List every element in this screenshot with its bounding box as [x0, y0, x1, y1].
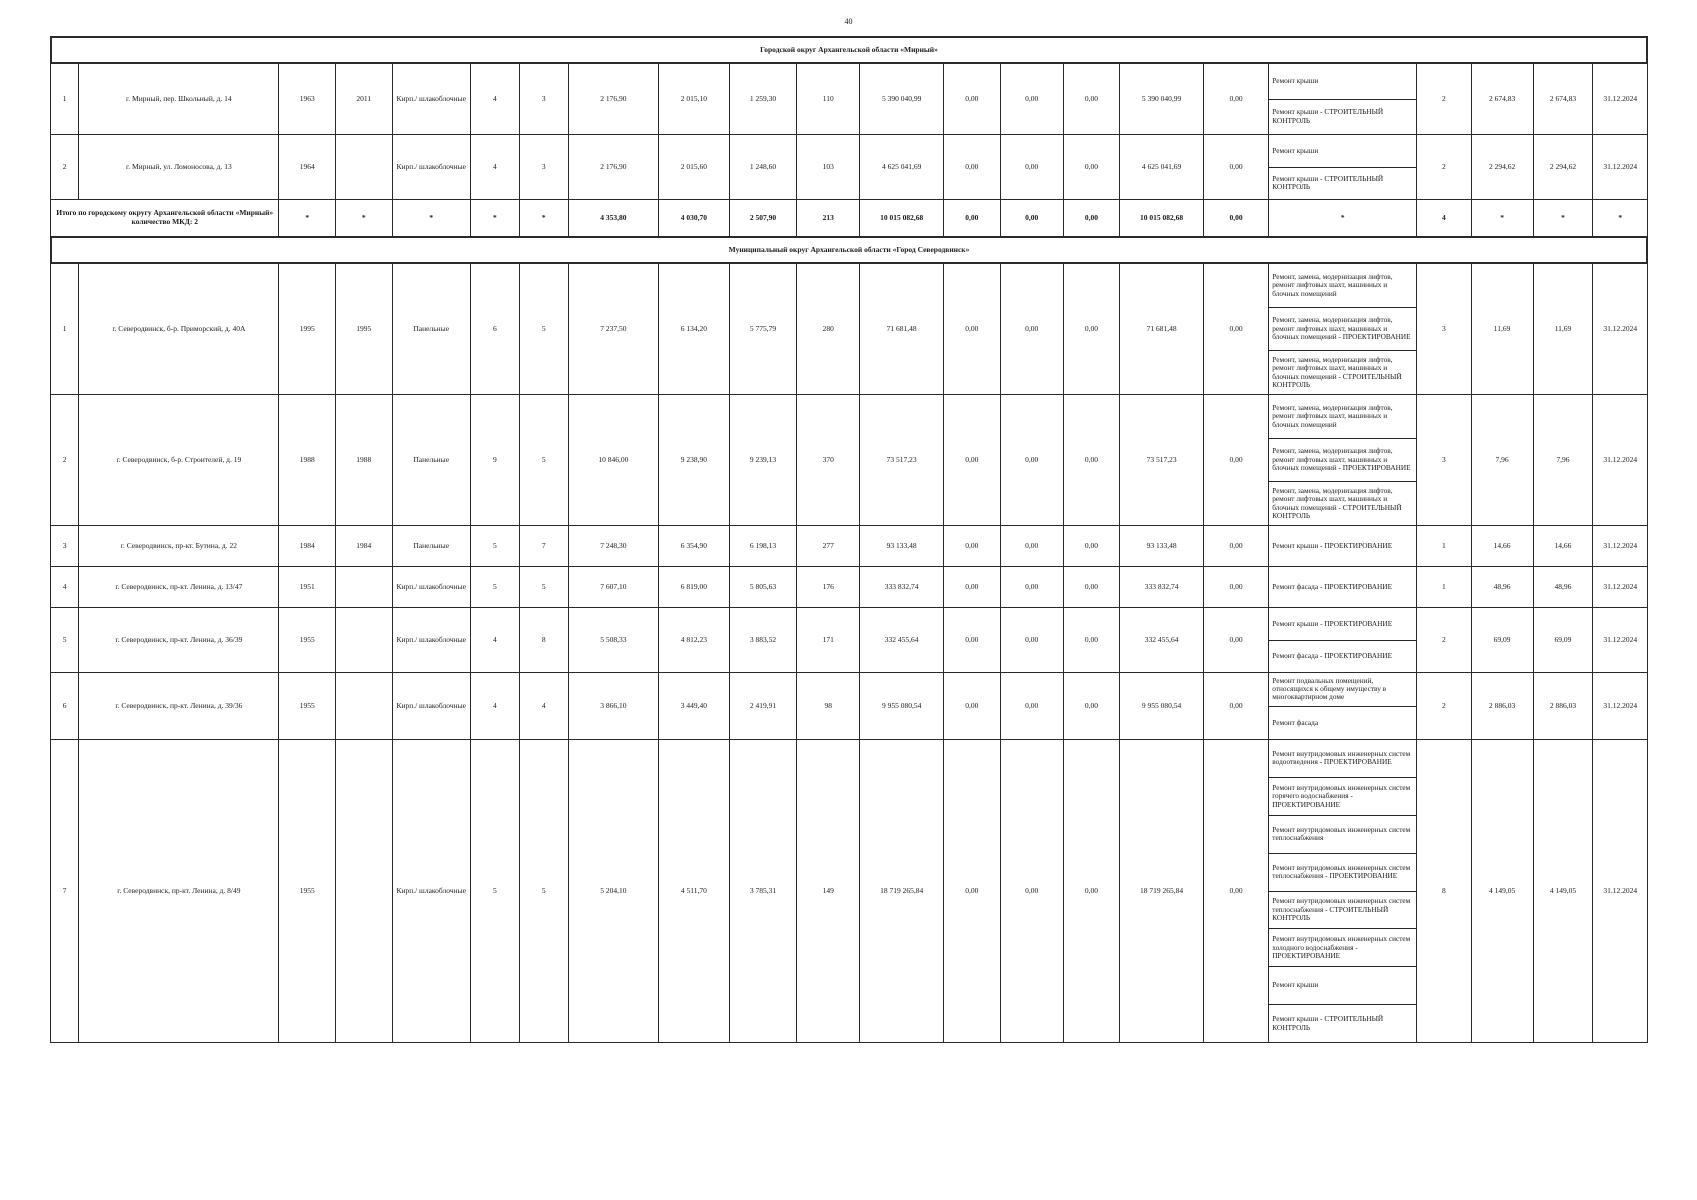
cell-n: 4 — [51, 567, 79, 608]
cell-deadline: 31.12.2024 — [1593, 264, 1648, 395]
cell-floors: 4 — [470, 135, 519, 200]
cell-cost-total: 71 681,48 — [860, 264, 944, 395]
work-item: Ремонт внутридомовых инженерных систем холодного водоснабжения - ПРОЕКТИРОВАНИЕ — [1269, 928, 1416, 966]
works-list — [1269, 64, 1416, 134]
cell-unit-cost-max: 69,09 — [1533, 608, 1593, 673]
cell-year-overhaul: 1995 — [336, 264, 393, 395]
cell-cost-owners: 18 719 265,84 — [1120, 740, 1204, 1043]
work-item: Ремонт крыши — [1272, 76, 1319, 86]
cell-cost-other: 0,00 — [1203, 608, 1268, 673]
cell-floors: 4 — [470, 673, 519, 740]
cell-wall-material: Кирп./ шлакоблочные — [392, 673, 470, 740]
total-year-overhaul: * — [336, 200, 393, 237]
work-item: Ремонт внутридомовых инженерных систем теплоснабжения — [1269, 815, 1416, 853]
table-row — [51, 567, 1648, 608]
cell-wall-material: Панельные — [392, 395, 470, 526]
work-item: Ремонт, замена, модернизация лифтов, ремонт лифтовых шахт, машинных и блочных помещений - СТРОИТЕЛЬНЫЙ КОНТРОЛЬ — [1269, 350, 1416, 394]
cell-floors: 9 — [470, 395, 519, 526]
work-item: Ремонт, замена, модернизация лифтов, ремонт лифтовых шахт, машинных и блочных помещений - ПРОЕКТИРОВАНИЕ — [1269, 438, 1416, 482]
cell-area-residential: 1 259,30 — [729, 64, 796, 135]
cell-n: 2 — [51, 135, 79, 200]
cell-cost-local: 0,00 — [1063, 64, 1120, 135]
page-number: 40 — [844, 17, 853, 26]
cell-cost-fund: 0,00 — [944, 395, 1001, 526]
cell-unit-cost-max: 2 674,83 — [1533, 64, 1593, 135]
cell-total-area: 3 866,10 — [568, 673, 658, 740]
total-residents: 213 — [797, 200, 860, 237]
total-cost-total: 10 015 082,68 — [860, 200, 944, 237]
cell-works — [1269, 567, 1417, 608]
total-wall-material: * — [392, 200, 470, 237]
cell-cost-other: 0,00 — [1203, 264, 1268, 395]
works-list — [1269, 567, 1416, 607]
cell-entrances: 3 — [519, 135, 568, 200]
cell-residents: 280 — [797, 264, 860, 395]
works-list — [1269, 135, 1416, 199]
cell-floors: 5 — [470, 526, 519, 567]
cell-cost-region: 0,00 — [1000, 135, 1063, 200]
cell-address: г. Северодвинск, пр-кт. Бутина, д. 22 — [79, 526, 279, 567]
cell-unit-cost: 2 886,03 — [1471, 673, 1533, 740]
works-list — [1269, 740, 1416, 1042]
cell-cost-total: 73 517,23 — [860, 395, 944, 526]
cell-deadline: 31.12.2024 — [1593, 740, 1648, 1043]
cell-address: г. Северодвинск, б-р. Строителей, д. 19 — [79, 395, 279, 526]
total-works: * — [1269, 200, 1417, 237]
section-title: Городской округ Архангельской области «Мирный» — [51, 37, 1648, 64]
table-row — [51, 135, 1648, 200]
total-cost-fund: 0,00 — [944, 200, 1001, 237]
cell-year-overhaul — [336, 135, 393, 200]
total-cost-owners: 10 015 082,68 — [1120, 200, 1204, 237]
cell-wall-material: Кирп./ шлакоблочные — [392, 64, 470, 135]
cell-deadline: 31.12.2024 — [1593, 567, 1648, 608]
cell-cost-local: 0,00 — [1063, 567, 1120, 608]
cell-year-overhaul: 1984 — [336, 526, 393, 567]
cell-unit-cost-max: 2 886,03 — [1533, 673, 1593, 740]
cell-unit-cost: 2 674,83 — [1471, 64, 1533, 135]
cell-cost-fund: 0,00 — [944, 264, 1001, 395]
cell-floors: 6 — [470, 264, 519, 395]
cell-floors: 5 — [470, 740, 519, 1043]
cell-residents: 110 — [797, 64, 860, 135]
cell-works — [1269, 608, 1417, 673]
cell-cost-total: 333 832,74 — [860, 567, 944, 608]
cell-works — [1269, 526, 1417, 567]
cell-cost-other: 0,00 — [1203, 135, 1268, 200]
cell-cost-region: 0,00 — [1000, 567, 1063, 608]
cell-total-area: 7 248,30 — [568, 526, 658, 567]
cell-residents: 149 — [797, 740, 860, 1043]
cell-cost-local: 0,00 — [1063, 740, 1120, 1043]
section-header-row — [51, 237, 1648, 264]
cell-cost-local: 0,00 — [1063, 673, 1120, 740]
cell-year-overhaul: 2011 — [336, 64, 393, 135]
total-label: Итого по городскому округу Архангельской области «Мирный» количество МКД: 2 — [51, 200, 279, 237]
cell-works — [1269, 135, 1417, 200]
total-unit-cost-max: * — [1533, 200, 1593, 237]
cell-year-built: 1964 — [279, 135, 336, 200]
cell-cost-fund: 0,00 — [944, 567, 1001, 608]
cell-address: г. Северодвинск, пр-кт. Ленина, д. 8/49 — [79, 740, 279, 1043]
cell-cost-fund: 0,00 — [944, 673, 1001, 740]
cell-address: г. Мирный, пер. Школьный, д. 14 — [79, 64, 279, 135]
cell-year-built: 1955 — [279, 673, 336, 740]
work-item: Ремонт крыши - СТРОИТЕЛЬНЫЙ КОНТРОЛЬ — [1269, 99, 1416, 135]
cell-works — [1269, 395, 1417, 526]
cell-unit-cost-max: 4 149,05 — [1533, 740, 1593, 1043]
cell-address: г. Мирный, ул. Ломоносова, д. 13 — [79, 135, 279, 200]
cell-cost-total: 5 390 040,99 — [860, 64, 944, 135]
total-cost-local: 0,00 — [1063, 200, 1120, 237]
work-item: Ремонт крыши - СТРОИТЕЛЬНЫЙ КОНТРОЛЬ — [1269, 1004, 1416, 1042]
works-list — [1269, 264, 1416, 394]
cell-residents: 171 — [797, 608, 860, 673]
cell-entrances: 5 — [519, 264, 568, 395]
cell-total-area: 7 237,50 — [568, 264, 658, 395]
work-item: Ремонт крыши - ПРОЕКТИРОВАНИЕ — [1272, 540, 1393, 550]
cell-area-premises: 2 015,10 — [659, 64, 730, 135]
total-cost-other: 0,00 — [1203, 200, 1268, 237]
work-item: Ремонт крыши — [1269, 966, 1416, 1004]
cell-cost-local: 0,00 — [1063, 608, 1120, 673]
cell-area-premises: 6 354,90 — [659, 526, 730, 567]
cell-cost-local: 0,00 — [1063, 526, 1120, 567]
section-header-row — [51, 37, 1648, 64]
cell-deadline: 31.12.2024 — [1593, 608, 1648, 673]
total-unit-cost: * — [1471, 200, 1533, 237]
cell-address: г. Северодвинск, б-р. Приморский, д. 40А — [79, 264, 279, 395]
cell-unit-cost: 48,96 — [1471, 567, 1533, 608]
cell-wall-material: Кирп./ шлакоблочные — [392, 567, 470, 608]
cell-floors: 4 — [470, 608, 519, 673]
cell-works-count: 1 — [1417, 567, 1471, 608]
cell-deadline: 31.12.2024 — [1593, 673, 1648, 740]
total-floors: * — [470, 200, 519, 237]
overhaul-program-table — [50, 36, 1648, 1043]
cell-cost-other: 0,00 — [1203, 740, 1268, 1043]
table-row — [51, 264, 1648, 395]
cell-cost-fund: 0,00 — [944, 526, 1001, 567]
cell-cost-other: 0,00 — [1203, 395, 1268, 526]
cell-year-overhaul: 1988 — [336, 395, 393, 526]
cell-works — [1269, 740, 1417, 1043]
cell-cost-owners: 4 625 041,69 — [1120, 135, 1204, 200]
work-item: Ремонт фасада - ПРОЕКТИРОВАНИЕ — [1272, 581, 1393, 591]
total-area-premises: 4 030,70 — [659, 200, 730, 237]
cell-floors: 5 — [470, 567, 519, 608]
cell-cost-total: 9 955 080,54 — [860, 673, 944, 740]
cell-total-area: 2 176,90 — [568, 64, 658, 135]
work-item: Ремонт, замена, модернизация лифтов, ремонт лифтовых шахт, машинных и блочных помещений — [1272, 271, 1393, 298]
cell-year-overhaul — [336, 740, 393, 1043]
cell-cost-region: 0,00 — [1000, 673, 1063, 740]
cell-n: 5 — [51, 608, 79, 673]
cell-unit-cost: 7,96 — [1471, 395, 1533, 526]
cell-year-overhaul — [336, 567, 393, 608]
cell-area-residential: 6 198,13 — [729, 526, 796, 567]
cell-area-premises: 9 238,90 — [659, 395, 730, 526]
cell-total-area: 2 176,90 — [568, 135, 658, 200]
cell-unit-cost-max: 14,66 — [1533, 526, 1593, 567]
cell-year-built: 1995 — [279, 264, 336, 395]
cell-year-built: 1955 — [279, 608, 336, 673]
cell-unit-cost-max: 11,69 — [1533, 264, 1593, 395]
cell-residents: 98 — [797, 673, 860, 740]
cell-deadline: 31.12.2024 — [1593, 395, 1648, 526]
total-works-count: 4 — [1417, 200, 1471, 237]
cell-entrances: 7 — [519, 526, 568, 567]
total-year-built: * — [279, 200, 336, 237]
table-row — [51, 526, 1648, 567]
cell-cost-owners: 93 133,48 — [1120, 526, 1204, 567]
cell-wall-material: Панельные — [392, 264, 470, 395]
work-item: Ремонт, замена, модернизация лифтов, ремонт лифтовых шахт, машинных и блочных помещений - ПРОЕКТИРОВАНИЕ — [1269, 307, 1416, 351]
work-item: Ремонт крыши - СТРОИТЕЛЬНЫЙ КОНТРОЛЬ — [1269, 167, 1416, 200]
cell-cost-fund: 0,00 — [944, 608, 1001, 673]
cell-works-count: 3 — [1417, 264, 1471, 395]
cell-n: 6 — [51, 673, 79, 740]
cell-area-residential: 9 239,13 — [729, 395, 796, 526]
cell-year-overhaul — [336, 673, 393, 740]
cell-cost-region: 0,00 — [1000, 264, 1063, 395]
cell-unit-cost-max: 48,96 — [1533, 567, 1593, 608]
cell-area-premises: 2 015,60 — [659, 135, 730, 200]
total-cost-region: 0,00 — [1000, 200, 1063, 237]
cell-area-residential: 3 785,31 — [729, 740, 796, 1043]
total-total-area: 4 353,80 — [568, 200, 658, 237]
total-deadline: * — [1593, 200, 1648, 237]
cell-works-count: 3 — [1417, 395, 1471, 526]
cell-residents: 103 — [797, 135, 860, 200]
cell-cost-owners: 71 681,48 — [1120, 264, 1204, 395]
work-item: Ремонт внутридомовых инженерных систем водоотведения - ПРОЕКТИРОВАНИЕ — [1272, 749, 1411, 767]
cell-year-built: 1984 — [279, 526, 336, 567]
cell-address: г. Северодвинск, пр-кт. Ленина, д. 39/36 — [79, 673, 279, 740]
cell-year-overhaul — [336, 608, 393, 673]
work-item: Ремонт фасада - ПРОЕКТИРОВАНИЕ — [1269, 640, 1416, 673]
cell-cost-local: 0,00 — [1063, 264, 1120, 395]
cell-cost-region: 0,00 — [1000, 395, 1063, 526]
cell-cost-other: 0,00 — [1203, 673, 1268, 740]
work-item: Ремонт внутридомовых инженерных систем горячего водоснабжения - ПРОЕКТИРОВАНИЕ — [1269, 777, 1416, 815]
cell-area-residential: 1 248,60 — [729, 135, 796, 200]
table-row — [51, 740, 1648, 1043]
cell-deadline: 31.12.2024 — [1593, 526, 1648, 567]
cell-entrances: 5 — [519, 740, 568, 1043]
cell-cost-other: 0,00 — [1203, 567, 1268, 608]
cell-works — [1269, 64, 1417, 135]
cell-entrances: 5 — [519, 567, 568, 608]
total-entrances: * — [519, 200, 568, 237]
work-item: Ремонт крыши — [1272, 145, 1319, 155]
works-list — [1269, 526, 1416, 566]
works-list — [1269, 608, 1416, 672]
cell-area-residential: 2 419,91 — [729, 673, 796, 740]
cell-cost-owners: 9 955 080,54 — [1120, 673, 1204, 740]
table-row — [51, 395, 1648, 526]
cell-cost-owners: 73 517,23 — [1120, 395, 1204, 526]
table-row — [51, 608, 1648, 673]
cell-area-residential: 5 775,79 — [729, 264, 796, 395]
works-list — [1269, 673, 1416, 739]
cell-unit-cost: 14,66 — [1471, 526, 1533, 567]
cell-wall-material: Кирп./ шлакоблочные — [392, 740, 470, 1043]
cell-residents: 176 — [797, 567, 860, 608]
cell-cost-other: 0,00 — [1203, 526, 1268, 567]
cell-area-residential: 5 805,63 — [729, 567, 796, 608]
cell-cost-total: 18 719 265,84 — [860, 740, 944, 1043]
cell-area-premises: 4 511,70 — [659, 740, 730, 1043]
cell-unit-cost: 69,09 — [1471, 608, 1533, 673]
cell-cost-fund: 0,00 — [944, 135, 1001, 200]
cell-address: г. Северодвинск, пр-кт. Ленина, д. 36/39 — [79, 608, 279, 673]
cell-cost-total: 4 625 041,69 — [860, 135, 944, 200]
total-area-residential: 2 507,90 — [729, 200, 796, 237]
cell-residents: 370 — [797, 395, 860, 526]
cell-works — [1269, 673, 1417, 740]
cell-works-count: 8 — [1417, 740, 1471, 1043]
cell-residents: 277 — [797, 526, 860, 567]
work-item: Ремонт внутридомовых инженерных систем теплоснабжения - СТРОИТЕЛЬНЫЙ КОНТРОЛЬ — [1269, 891, 1416, 929]
cell-n: 1 — [51, 264, 79, 395]
cell-works — [1269, 264, 1417, 395]
work-item: Ремонт, замена, модернизация лифтов, ремонт лифтовых шахт, машинных и блочных помещений — [1272, 402, 1393, 429]
work-item: Ремонт фасада — [1269, 706, 1416, 740]
cell-cost-other: 0,00 — [1203, 64, 1268, 135]
table-row — [51, 64, 1648, 135]
cell-total-area: 5 508,33 — [568, 608, 658, 673]
cell-unit-cost-max: 7,96 — [1533, 395, 1593, 526]
cell-entrances: 3 — [519, 64, 568, 135]
cell-total-area: 10 846,00 — [568, 395, 658, 526]
cell-cost-region: 0,00 — [1000, 64, 1063, 135]
cell-total-area: 5 204,10 — [568, 740, 658, 1043]
cell-address: г. Северодвинск, пр-кт. Ленина, д. 13/47 — [79, 567, 279, 608]
cell-area-premises: 6 819,00 — [659, 567, 730, 608]
cell-cost-local: 0,00 — [1063, 135, 1120, 200]
cell-year-built: 1951 — [279, 567, 336, 608]
cell-unit-cost-max: 2 294,62 — [1533, 135, 1593, 200]
cell-works-count: 1 — [1417, 526, 1471, 567]
cell-works-count: 2 — [1417, 608, 1471, 673]
cell-cost-fund: 0,00 — [944, 64, 1001, 135]
cell-year-built: 1963 — [279, 64, 336, 135]
work-item: Ремонт, замена, модернизация лифтов, ремонт лифтовых шахт, машинных и блочных помещений - СТРОИТЕЛЬНЫЙ КОНТРОЛЬ — [1269, 481, 1416, 525]
work-item: Ремонт внутридомовых инженерных систем теплоснабжения - ПРОЕКТИРОВАНИЕ — [1269, 853, 1416, 891]
cell-deadline: 31.12.2024 — [1593, 64, 1648, 135]
cell-total-area: 7 607,10 — [568, 567, 658, 608]
works-list — [1269, 395, 1416, 525]
cell-area-premises: 6 134,20 — [659, 264, 730, 395]
cell-floors: 4 — [470, 64, 519, 135]
cell-cost-total: 332 455,64 — [860, 608, 944, 673]
cell-cost-region: 0,00 — [1000, 526, 1063, 567]
cell-year-built: 1955 — [279, 740, 336, 1043]
work-item: Ремонт крыши - ПРОЕКТИРОВАНИЕ — [1272, 618, 1393, 628]
table-row — [51, 673, 1648, 740]
cell-n: 3 — [51, 526, 79, 567]
cell-entrances: 5 — [519, 395, 568, 526]
cell-works-count: 2 — [1417, 64, 1471, 135]
cell-unit-cost: 11,69 — [1471, 264, 1533, 395]
cell-area-residential: 3 883,52 — [729, 608, 796, 673]
cell-deadline: 31.12.2024 — [1593, 135, 1648, 200]
cell-year-built: 1988 — [279, 395, 336, 526]
cell-unit-cost: 2 294,62 — [1471, 135, 1533, 200]
cell-cost-region: 0,00 — [1000, 740, 1063, 1043]
cell-cost-local: 0,00 — [1063, 395, 1120, 526]
cell-n: 2 — [51, 395, 79, 526]
cell-wall-material: Кирп./ шлакоблочные — [392, 608, 470, 673]
cell-area-premises: 3 449,40 — [659, 673, 730, 740]
total-row — [51, 200, 1648, 237]
cell-area-premises: 4 812,23 — [659, 608, 730, 673]
cell-n: 1 — [51, 64, 79, 135]
cell-cost-total: 93 133,48 — [860, 526, 944, 567]
cell-cost-fund: 0,00 — [944, 740, 1001, 1043]
cell-cost-owners: 332 455,64 — [1120, 608, 1204, 673]
cell-works-count: 2 — [1417, 673, 1471, 740]
cell-cost-owners: 333 832,74 — [1120, 567, 1204, 608]
cell-wall-material: Панельные — [392, 526, 470, 567]
cell-works-count: 2 — [1417, 135, 1471, 200]
section-title: Муниципальный округ Архангельской области «Город Северодвинск» — [51, 237, 1648, 264]
cell-wall-material: Кирп./ шлакоблочные — [392, 135, 470, 200]
cell-cost-owners: 5 390 040,99 — [1120, 64, 1204, 135]
cell-unit-cost: 4 149,05 — [1471, 740, 1533, 1043]
cell-n: 7 — [51, 740, 79, 1043]
cell-cost-region: 0,00 — [1000, 608, 1063, 673]
work-item: Ремонт подвальных помещений, относящихся к общему имуществу в многоквартирном доме — [1272, 675, 1387, 702]
cell-entrances: 8 — [519, 608, 568, 673]
cell-entrances: 4 — [519, 673, 568, 740]
